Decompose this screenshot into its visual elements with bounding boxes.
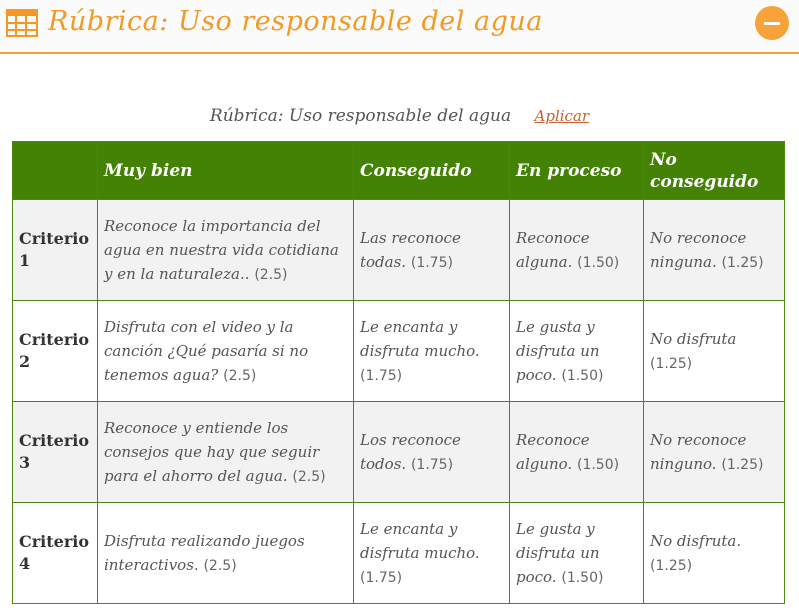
rubric-cell[interactable] bbox=[644, 200, 785, 301]
rubric-table bbox=[12, 141, 785, 604]
table-row bbox=[13, 503, 785, 604]
table-caption bbox=[0, 106, 799, 126]
cell-score: (1.75) bbox=[360, 569, 403, 586]
table-header-row bbox=[13, 142, 785, 200]
minus-icon bbox=[764, 22, 780, 25]
criterion-label: Criterio 3 bbox=[13, 402, 98, 503]
rubric-cell[interactable] bbox=[510, 200, 644, 301]
cell-text: Le gusta y disfruta un poco. bbox=[516, 317, 600, 384]
rubric-cell[interactable] bbox=[644, 402, 785, 503]
cell-text: Disfruta realizando juegos interactivos. bbox=[104, 531, 305, 574]
caption-title: Rúbrica: Uso responsable del agua bbox=[209, 106, 512, 126]
table-row bbox=[13, 402, 785, 503]
page-title: Rúbrica: Uso responsable del agua bbox=[48, 6, 543, 37]
rubric-cell[interactable] bbox=[354, 402, 510, 503]
column-header: No conseguido bbox=[644, 142, 785, 200]
table-row bbox=[13, 200, 785, 301]
rubric-cell[interactable] bbox=[644, 503, 785, 604]
rubric-cell[interactable] bbox=[354, 503, 510, 604]
table-row bbox=[13, 301, 785, 402]
cell-score: (2.5) bbox=[223, 367, 257, 384]
header-bar bbox=[0, 0, 799, 54]
cell-text: Disfruta con el video y la canción ¿Qué pasaría si no tenemos agua? bbox=[104, 317, 309, 384]
cell-score: (2.5) bbox=[254, 266, 288, 283]
cell-text: No disfruta bbox=[650, 329, 737, 348]
column-header: En proceso bbox=[510, 142, 644, 200]
column-header: Conseguido bbox=[354, 142, 510, 200]
cell-score: (1.75) bbox=[360, 367, 403, 384]
rubric-cell[interactable] bbox=[98, 200, 354, 301]
rubric-cell[interactable] bbox=[98, 402, 354, 503]
cell-text: Le encanta y disfruta mucho. bbox=[360, 317, 480, 360]
column-header bbox=[13, 142, 98, 200]
rubric-cell[interactable] bbox=[644, 301, 785, 402]
rubric-cell[interactable] bbox=[98, 503, 354, 604]
cell-text: No disfruta. bbox=[650, 531, 742, 550]
cell-score: (1.50) bbox=[577, 254, 620, 271]
criterion-label: Criterio 2 bbox=[13, 301, 98, 402]
cell-text: No reconoce ninguna. bbox=[650, 228, 747, 271]
rubric-cell[interactable] bbox=[354, 301, 510, 402]
cell-score: (2.5) bbox=[292, 468, 326, 485]
cell-text: Las reconoce todas. bbox=[360, 228, 461, 271]
apply-link[interactable]: Aplicar bbox=[534, 107, 590, 125]
cell-text: Reconoce alguna. bbox=[516, 228, 590, 271]
cell-text: Los reconoce todos. bbox=[360, 430, 461, 473]
cell-text: Reconoce la importancia del agua en nuestra vida cotidiana y en la naturaleza.. bbox=[104, 216, 339, 283]
cell-score: (2.5) bbox=[203, 557, 237, 574]
cell-score: (1.75) bbox=[410, 456, 454, 473]
cell-text: Le gusta y disfruta un poco. bbox=[516, 519, 600, 586]
criterion-label: Criterio 1 bbox=[13, 200, 98, 301]
cell-score: (1.50) bbox=[576, 456, 620, 473]
cell-text: Reconoce alguno. bbox=[516, 430, 590, 473]
cell-score: (1.75) bbox=[410, 254, 453, 271]
cell-score: (1.25) bbox=[721, 456, 764, 473]
rubric-cell[interactable] bbox=[98, 301, 354, 402]
cell-score: (1.25) bbox=[650, 557, 693, 574]
rubric-cell[interactable] bbox=[510, 402, 644, 503]
cell-score: (1.50) bbox=[561, 367, 604, 384]
cell-text: Reconoce y entiende los consejos que hay que seguir para el ahorro del agua. bbox=[104, 418, 320, 485]
cell-text: Le encanta y disfruta mucho. bbox=[360, 519, 480, 562]
rubric-cell[interactable] bbox=[510, 503, 644, 604]
column-header: Muy bien bbox=[98, 142, 354, 200]
cell-score: (1.25) bbox=[721, 254, 764, 271]
cell-score: (1.50) bbox=[561, 569, 604, 586]
cell-score: (1.25) bbox=[650, 355, 693, 372]
collapse-button[interactable] bbox=[755, 6, 789, 40]
rubric-cell[interactable] bbox=[354, 200, 510, 301]
table-icon bbox=[6, 9, 38, 37]
cell-text: No reconoce ninguno. bbox=[650, 430, 747, 473]
criterion-label: Criterio 4 bbox=[13, 503, 98, 604]
rubric-cell[interactable] bbox=[510, 301, 644, 402]
